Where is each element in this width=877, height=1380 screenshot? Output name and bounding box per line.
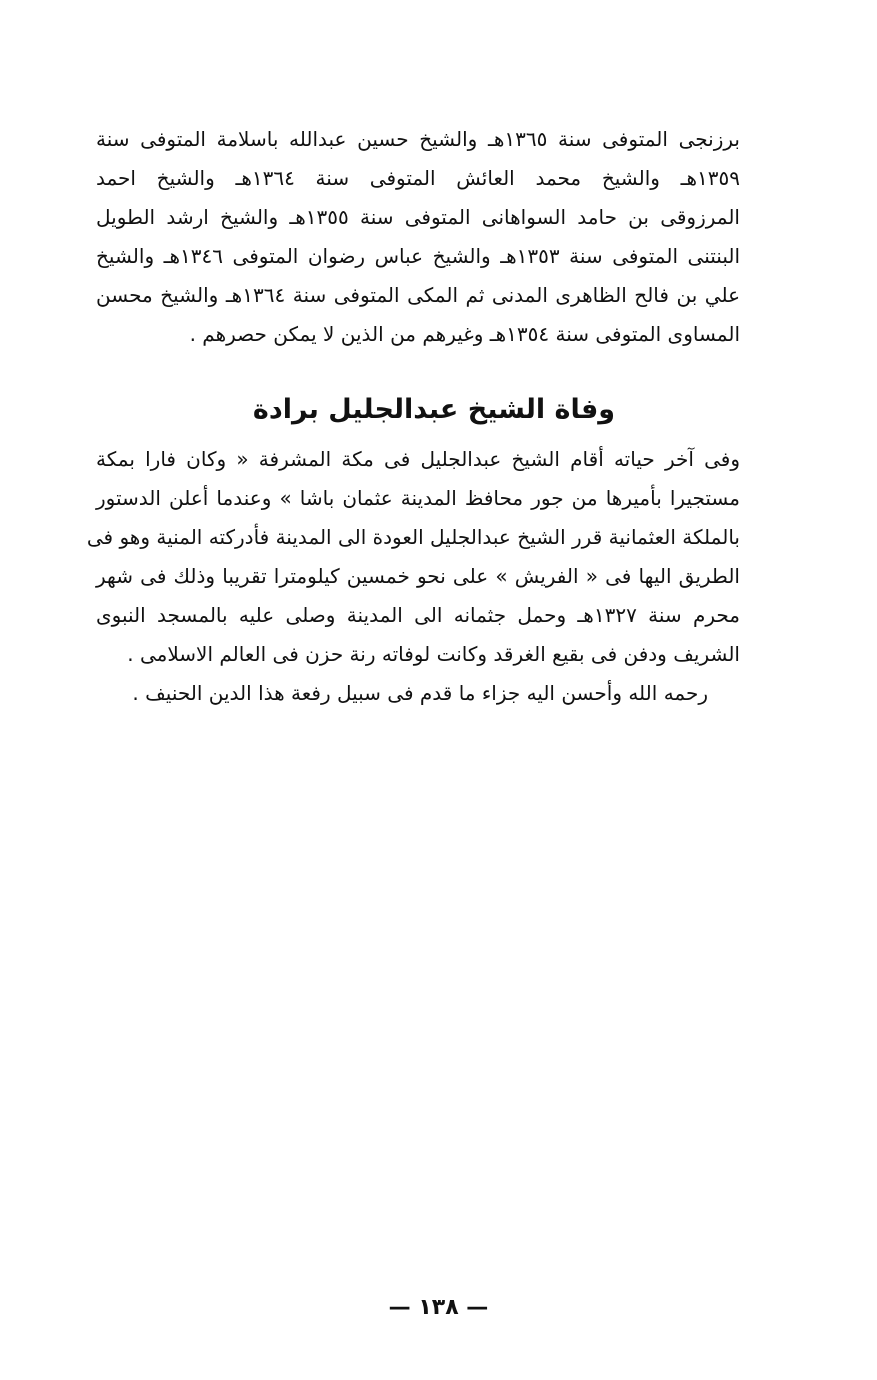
paragraph-closing-prayer <box>96 674 740 713</box>
text-line: الشريف ودفن فى بقيع الغرقد وكانت لوفاته رنة حزن فى العالم الاسلامى . <box>127 642 740 666</box>
text-line: علي بن فالح الظاهرى المدنى ثم المكى المتوفى سنة ١٣٦٤هـ والشيخ محسن <box>96 283 741 307</box>
page-number: — ١٣٨ — <box>388 1295 489 1320</box>
text-line: بالملكة العثمانية قرر الشيخ عبدالجليل العودة الى المدينة فأدركته المنية وهو فى <box>86 525 740 549</box>
text-line: الطريق اليها فى « الفريش » على نحو خمسين كيلومترا تقريبا وذلك فى شهر <box>96 564 740 588</box>
paragraph-scholars-list <box>96 120 740 354</box>
text-line: البنتنى المتوفى سنة ١٣٥٣هـ والشيخ عباس رضوان المتوفى ١٣٤٦هـ والشيخ <box>96 244 740 268</box>
paragraph-death-account <box>86 440 740 674</box>
text-line: رحمه الله وأحسن اليه جزاء ما قدم فى سبيل رفعة هذا الدين الحنيف . <box>132 681 708 705</box>
text-line: المرزوقى بن حامد السواهانى المتوفى سنة ١٣٥٥هـ والشيخ ارشد الطويل <box>96 205 740 229</box>
text-line: محرم سنة ١٣٢٧هـ وحمل جثمانه الى المدينة وصلى عليه بالمسجد النبوى <box>96 603 740 627</box>
text-line: المساوى المتوفى سنة ١٣٥٤هـ وغيرهم من الذين لا يمكن حصرهم . <box>189 322 740 346</box>
text-line: وفى آخر حياته أقام الشيخ عبدالجليل فى مكة المشرفة « وكان فارا بمكة <box>96 447 740 471</box>
text-line: برزنجى المتوفى سنة ١٣٦٥هـ والشيخ حسين عبدالله باسلامة المتوفى سنة <box>96 127 740 151</box>
text-line: مستجيرا بأميرها من جور محافظ المدينة عثمان باشا » وعندما أعلن الدستور <box>96 486 740 510</box>
text-line: ١٣٥٩هـ والشيخ محمد العائش المتوفى سنة ١٣٦٤هـ والشيخ احمد <box>96 166 740 190</box>
section-heading: وفاة الشيخ عبدالجليل برادة <box>252 394 616 425</box>
